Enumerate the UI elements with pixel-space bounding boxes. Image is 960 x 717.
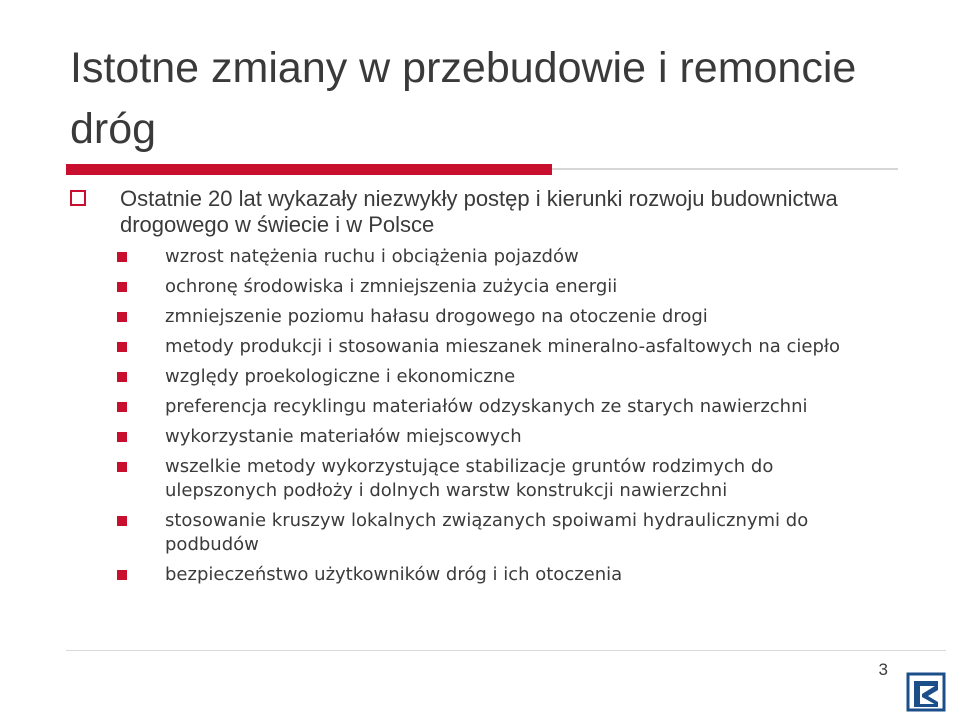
- list-item: [117, 245, 877, 269]
- bullet-list: [117, 245, 877, 593]
- list-item-text: stosowanie kruszyw lokalnych związanych spoiwami hydraulicznymi do podbudów: [165, 510, 809, 555]
- list-item-text: metody produkcji i stosowania mieszanek mineralno-asfaltowych na ciepło: [165, 336, 840, 357]
- red-square-icon: [117, 372, 127, 382]
- red-square-icon: [117, 402, 127, 412]
- institution-logo-icon: [906, 672, 946, 712]
- list-item-text: względy proekologiczne i ekonomiczne: [165, 366, 516, 387]
- list-item: [117, 563, 877, 587]
- main-point: [70, 186, 870, 238]
- list-item: [117, 395, 877, 419]
- list-item: [117, 365, 877, 389]
- list-item: [117, 455, 877, 503]
- list-item-text: zmniejszenie poziomu hałasu drogowego na otoczenie drogi: [165, 306, 708, 327]
- red-square-icon: [117, 312, 127, 322]
- title-underline-rule: [552, 168, 898, 170]
- list-item-text: ochronę środowiska i zmniejszenia zużycia energii: [165, 276, 618, 297]
- checkbox-outline-icon: [70, 190, 86, 206]
- red-square-icon: [117, 462, 127, 472]
- title-underline-accent: [66, 164, 552, 175]
- list-item: [117, 509, 877, 557]
- list-item-text: preferencja recyklingu materiałów odzyskanych ze starych nawierzchni: [165, 396, 808, 417]
- list-item-text: wykorzystanie materiałów miejscowych: [165, 426, 522, 447]
- red-square-icon: [117, 342, 127, 352]
- slide-title: Istotne zmiany w przebudowie i remoncie dróg: [70, 44, 857, 153]
- red-square-icon: [117, 252, 127, 262]
- list-item: [117, 335, 877, 359]
- red-square-icon: [117, 282, 127, 292]
- main-point-text: Ostatnie 20 lat wykazały niezwykły postęp i kierunki rozwoju budownictwa drogowego w świecie i w Polsce: [120, 186, 838, 237]
- list-item-text: wszelkie metody wykorzystujące stabilizacje gruntów rodzimych do ulepszonych podłoży i dolnych warstw konstrukcji nawierzchni: [165, 456, 774, 501]
- page-number: 3: [878, 660, 888, 679]
- list-item: [117, 275, 877, 299]
- list-item: [117, 425, 877, 449]
- red-square-icon: [117, 516, 127, 526]
- list-item: [117, 305, 877, 329]
- list-item-text: wzrost natężenia ruchu i obciążenia pojazdów: [165, 246, 579, 267]
- red-square-icon: [117, 432, 127, 442]
- footer-divider: [66, 650, 946, 651]
- list-item-text: bezpieczeństwo użytkowników dróg i ich otoczenia: [165, 564, 623, 585]
- red-square-icon: [117, 570, 127, 580]
